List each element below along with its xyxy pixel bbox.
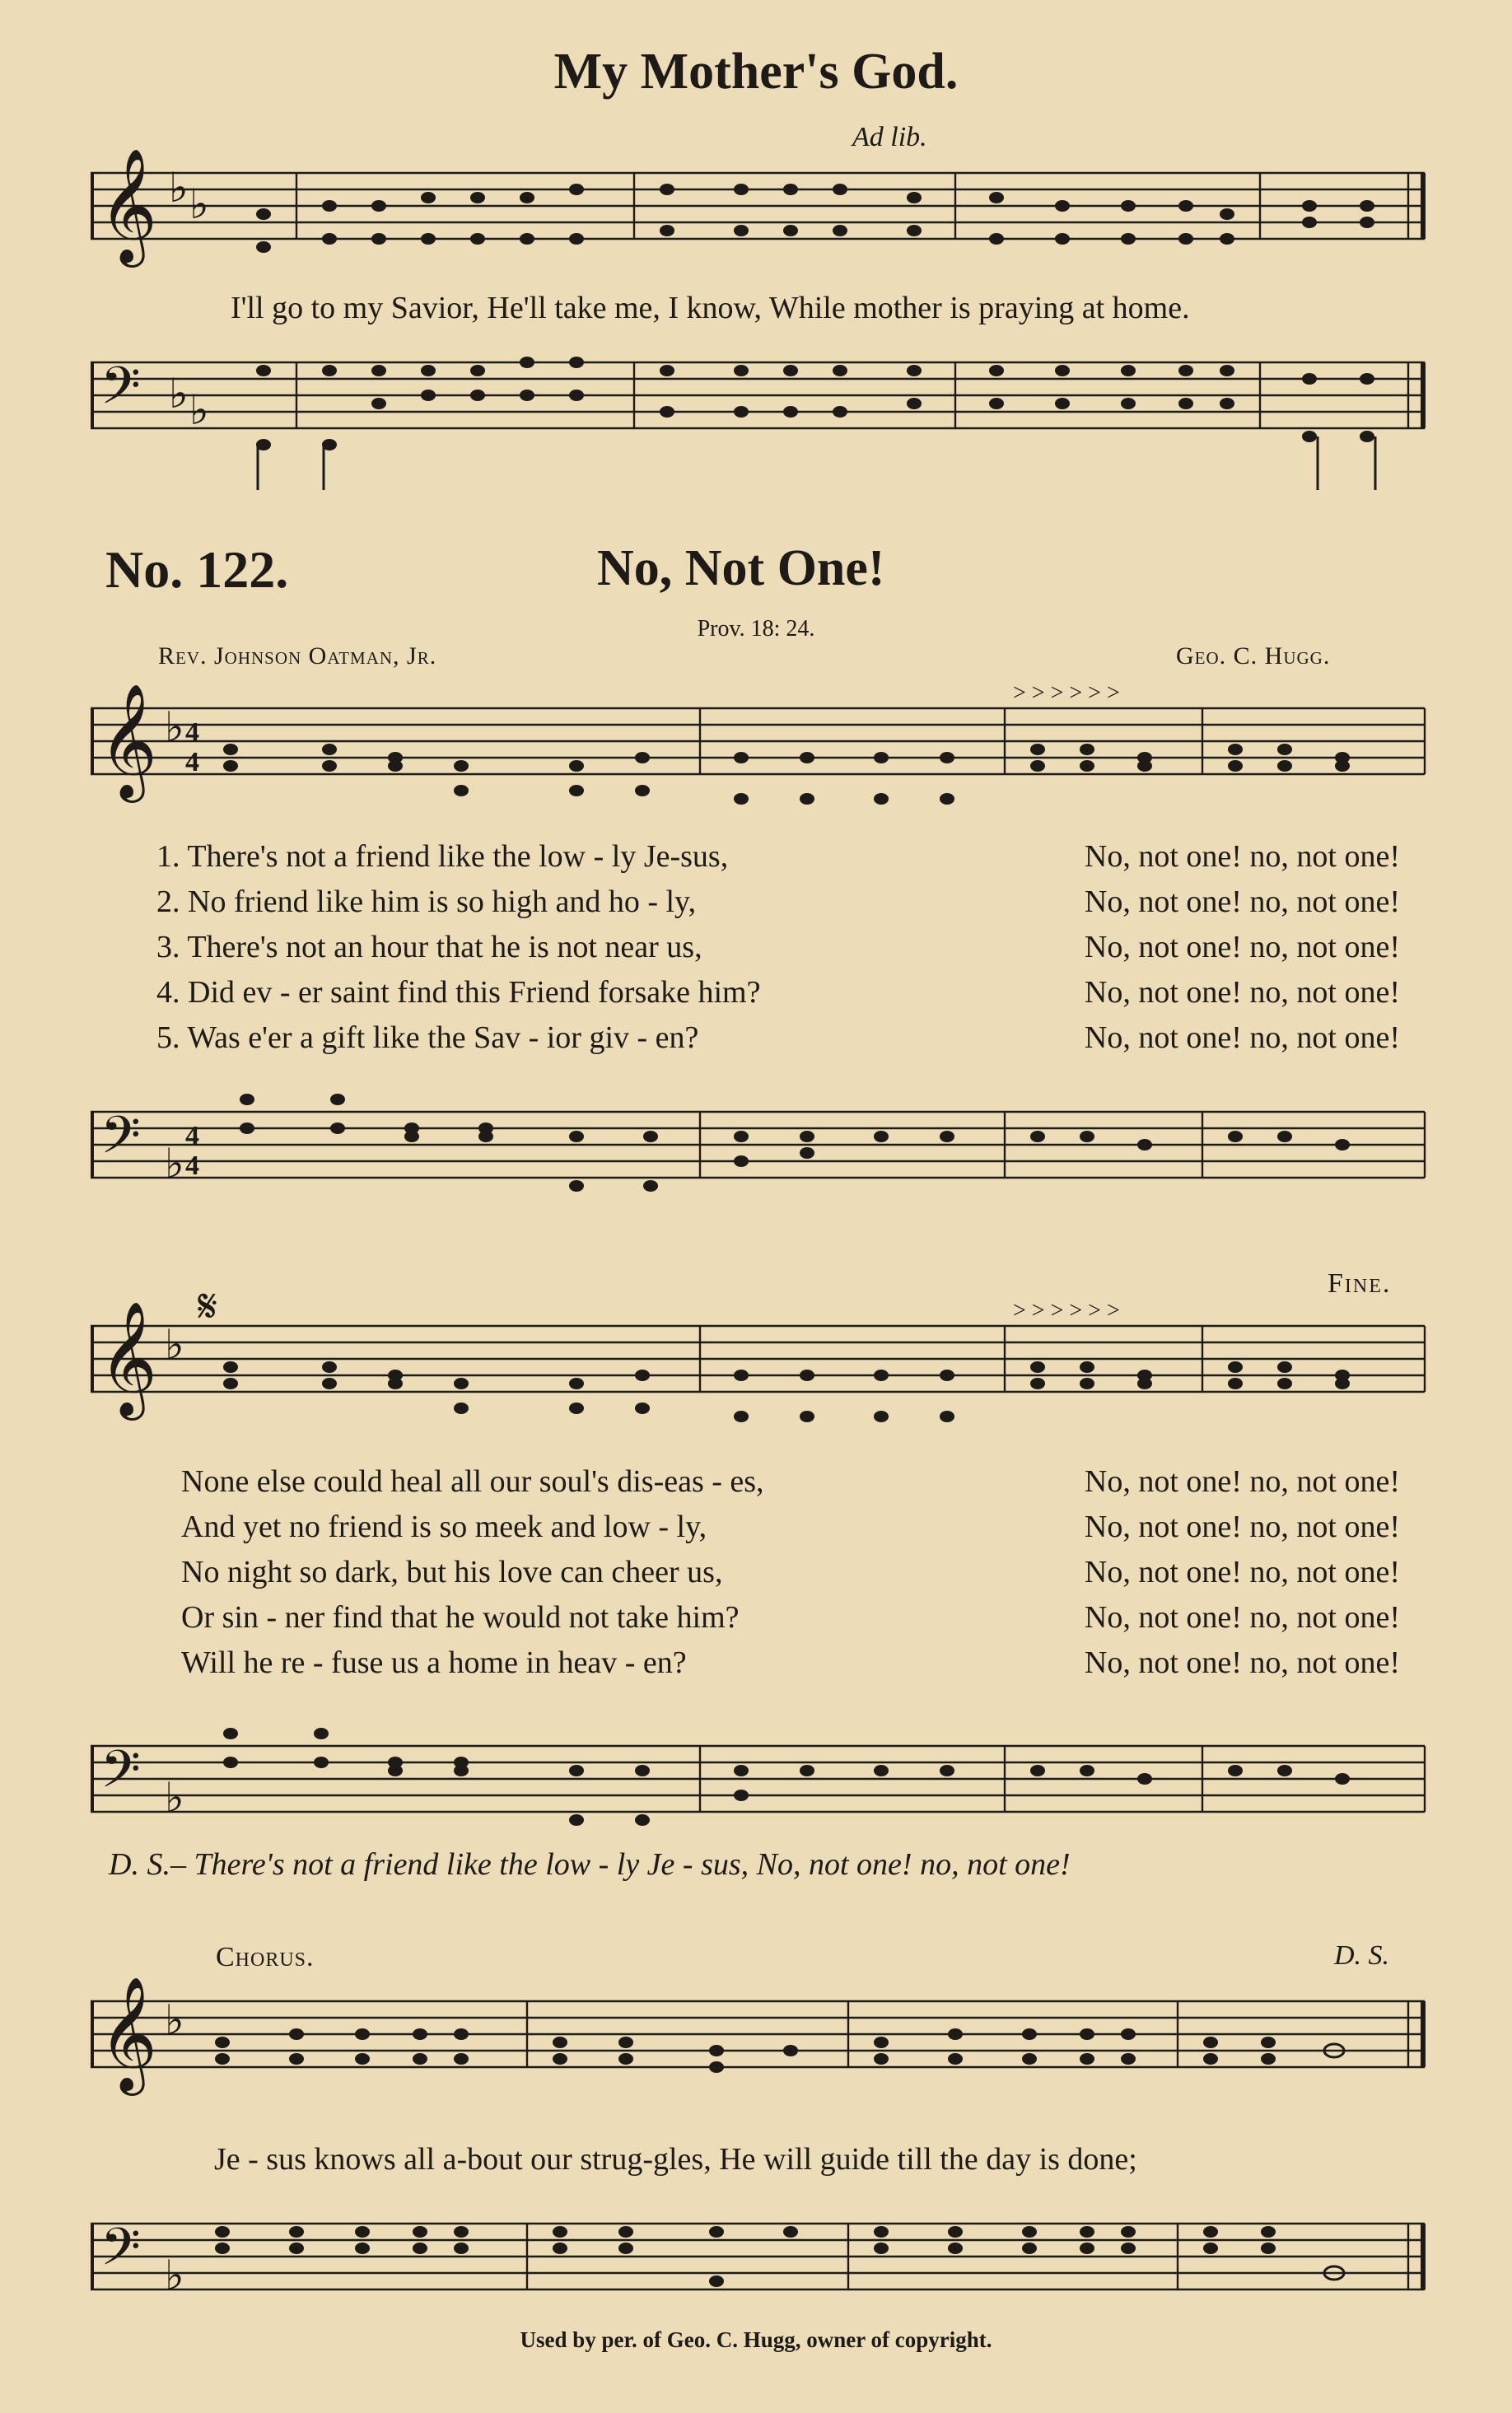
verse-text: No night so dark, but his love can cheer us, bbox=[181, 1555, 723, 1589]
svg-text:♭: ♭ bbox=[169, 165, 189, 211]
verse-number: 3. bbox=[156, 930, 180, 964]
verse-refrain: No, not one! no, not one! bbox=[1084, 1020, 1400, 1055]
segno-icon: 𝄋 bbox=[198, 1281, 218, 1333]
svg-text:♭: ♭ bbox=[165, 1775, 184, 1821]
svg-text:4: 4 bbox=[185, 1150, 199, 1181]
svg-text:𝄢: 𝄢 bbox=[100, 2216, 141, 2289]
verse-line bbox=[181, 1645, 1400, 1681]
verse-text: There's not an hour that he is not near us, bbox=[187, 930, 702, 964]
svg-text:♭: ♭ bbox=[189, 387, 209, 433]
verse-text: Will he re - fuse us a home in heav - en? bbox=[181, 1645, 687, 1680]
verse-refrain: No, not one! no, not one! bbox=[1084, 1555, 1400, 1589]
composer-credit: Geo. C. Hugg. bbox=[1176, 642, 1331, 670]
verse-number: 5. bbox=[156, 1020, 180, 1055]
svg-text:♭: ♭ bbox=[165, 1322, 184, 1368]
verse-line bbox=[181, 1599, 1400, 1636]
verse-refrain: No, not one! no, not one! bbox=[1084, 1510, 1400, 1544]
verse-text: There's not a friend like the low - ly Je-sus, bbox=[187, 839, 729, 874]
svg-text:> > > > > >: > > > > > > bbox=[1013, 1298, 1120, 1323]
chorus-bass-staff bbox=[91, 2174, 1441, 2331]
svg-text:♭: ♭ bbox=[165, 1141, 184, 1187]
verse-refrain: No, not one! no, not one! bbox=[1084, 975, 1400, 1010]
svg-text:♭: ♭ bbox=[165, 2252, 184, 2299]
prev-song-lyric: I'll go to my Savior, He'll take me, I know, While mother is praying at home. bbox=[231, 291, 1190, 325]
prev-song-treble-staff bbox=[91, 148, 1441, 280]
verse-refrain: No, not one! no, not one! bbox=[1084, 1645, 1400, 1680]
verse-refrain: No, not one! no, not one! bbox=[1084, 1464, 1400, 1499]
ad-lib-marking: Ad lib. bbox=[852, 122, 927, 152]
svg-text:𝄞: 𝄞 bbox=[99, 148, 157, 263]
verse-line bbox=[156, 838, 1400, 875]
verse-text: No friend like him is so high and ho - ly, bbox=[188, 884, 697, 919]
ds-marker: D. S. bbox=[1334, 1940, 1390, 1971]
verse-line bbox=[181, 1509, 1400, 1545]
verse-number: 1. bbox=[156, 839, 180, 874]
verse-line bbox=[181, 1554, 1400, 1590]
verse-line bbox=[156, 884, 1400, 920]
verse-line bbox=[156, 974, 1400, 1010]
svg-text:♭: ♭ bbox=[189, 181, 209, 227]
scripture-reference: Prov. 18: 24. bbox=[697, 616, 815, 642]
verse-number: 4. bbox=[156, 975, 180, 1010]
chorus-treble-staff bbox=[91, 1977, 1441, 2125]
song-title: No, Not One! bbox=[597, 540, 885, 596]
verse-text: Did ev - er saint find this Friend forsake him? bbox=[188, 975, 761, 1010]
verse-line bbox=[156, 929, 1400, 965]
chorus-label: Chorus. bbox=[216, 1942, 315, 1972]
verse-number: 2. bbox=[156, 884, 180, 919]
system2-bass-staff bbox=[91, 1697, 1441, 1837]
svg-text:𝄢: 𝄢 bbox=[100, 355, 141, 428]
ds-instruction-line: D. S.– There's not a friend like the low - ly Je - sus, No, not one! no, not one! bbox=[109, 1847, 1071, 1882]
verse-text: And yet no friend is so meek and low - ly, bbox=[181, 1510, 707, 1544]
svg-text:> > > > > >: > > > > > > bbox=[1013, 680, 1120, 706]
copyright-footer: Used by per. of Geo. C. Hugg, owner of copyright. bbox=[520, 2327, 992, 2352]
svg-text:𝄢: 𝄢 bbox=[100, 1104, 141, 1178]
svg-text:𝄢: 𝄢 bbox=[100, 1739, 141, 1812]
verse-text: Or sin - ner find that he would not take him? bbox=[181, 1600, 740, 1635]
svg-text:4: 4 bbox=[185, 1121, 199, 1151]
prev-song-bass-staff bbox=[91, 346, 1441, 511]
svg-text:♭: ♭ bbox=[165, 704, 184, 750]
system1-treble-staff bbox=[91, 680, 1441, 824]
svg-text:𝄞: 𝄞 bbox=[99, 1301, 157, 1416]
svg-text:4: 4 bbox=[185, 717, 199, 748]
verse-refrain: No, not one! no, not one! bbox=[1084, 930, 1400, 964]
svg-text:𝄞: 𝄞 bbox=[99, 684, 157, 798]
verse-line bbox=[181, 1463, 1400, 1500]
verse-refrain: No, not one! no, not one! bbox=[1084, 1600, 1400, 1635]
fine-marking: Fine. bbox=[1328, 1268, 1392, 1299]
svg-text:𝄞: 𝄞 bbox=[99, 1977, 157, 2091]
verse-line bbox=[156, 1020, 1400, 1056]
author-credit: Rev. Johnson Oatman, Jr. bbox=[158, 642, 437, 670]
svg-text:4: 4 bbox=[185, 747, 199, 777]
system1-bass-staff bbox=[91, 1062, 1441, 1244]
verse-text: None else could heal all our soul's dis-eas - es, bbox=[181, 1464, 764, 1499]
prev-song-title: My Mother's God. bbox=[553, 44, 959, 100]
chorus-lyric: Je - sus knows all a-bout our strug-gles, He will guide till the day is done; bbox=[214, 2142, 1137, 2177]
song-number: No. 122. bbox=[105, 540, 289, 599]
svg-text:♭: ♭ bbox=[165, 1997, 184, 2043]
svg-text:♭: ♭ bbox=[169, 371, 189, 417]
verse-text: Was e'er a gift like the Sav - ior giv - en? bbox=[187, 1020, 699, 1055]
system2-treble-staff bbox=[91, 1298, 1441, 1441]
verse-refrain: No, not one! no, not one! bbox=[1084, 884, 1400, 919]
verse-refrain: No, not one! no, not one! bbox=[1084, 839, 1400, 874]
